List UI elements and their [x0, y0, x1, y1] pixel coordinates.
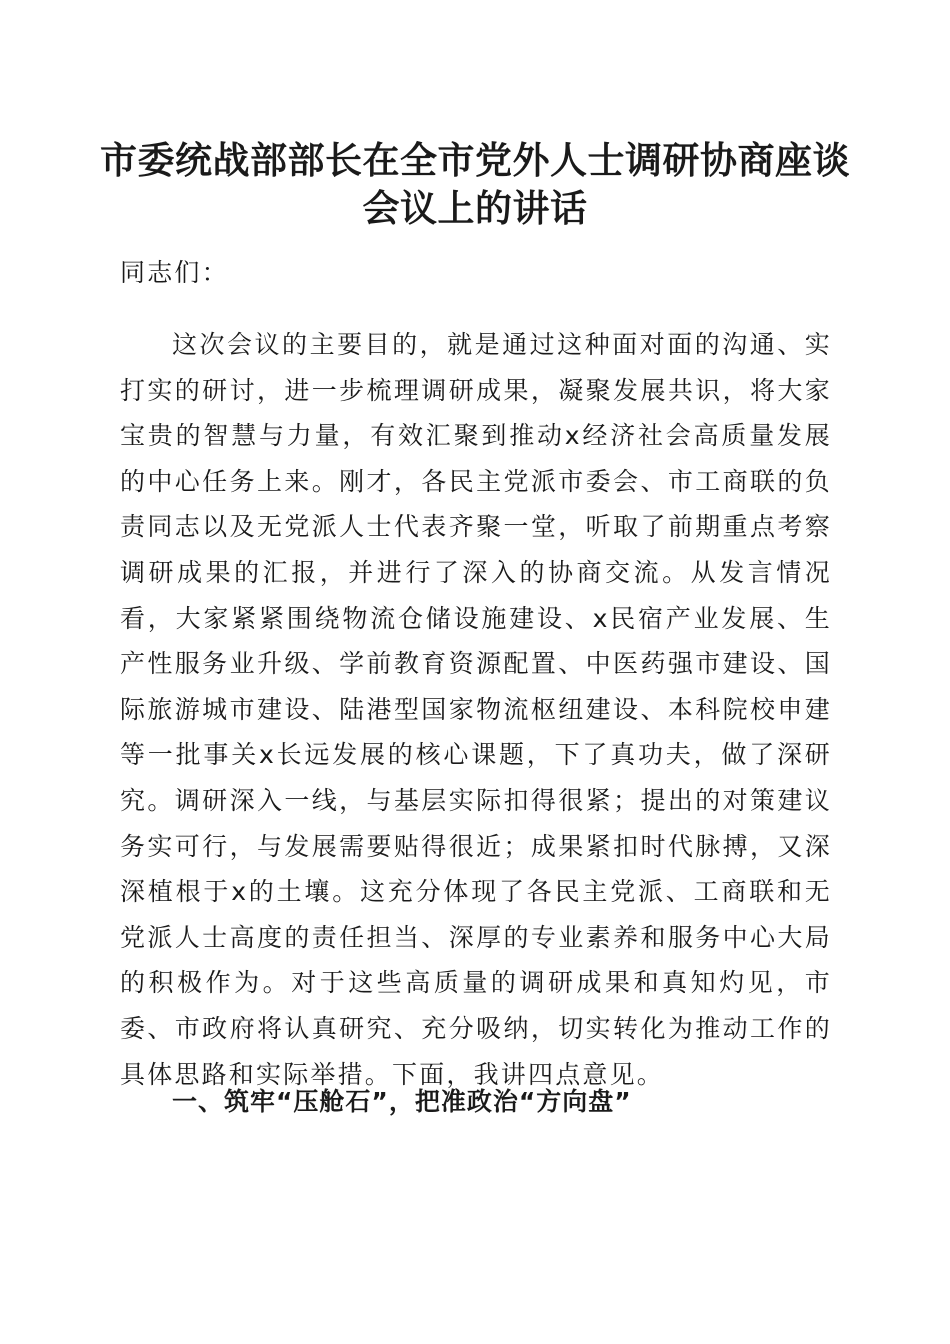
section-heading: 一、筑牢“压舱石”，把准政治“方向盘” — [172, 1087, 632, 1116]
greeting: 同志们： — [120, 258, 229, 287]
document-title-line-2: 会议上的讲话 — [362, 186, 588, 230]
body-paragraph: 这次会议的主要目的，就是通过这种面对面的沟通、实打实的研讨，进一步梳理调研成果，凝聚发展共识，将大家宝贵的智慧与力量，有效汇聚到推动x经济社会高质量发展的中心任务上来。刚才，各民主党派市委会、市工商联的负责同志以及无党派人士代表齐聚一堂，听取了前期重点考察调研成果的汇报，并进行了深入的协商交流。从发言情况看，大家紧紧围绕物流仓储设施建设、x民宿产业发展、生产性服务业升级、学前教育资源配置、中医药强市建设、国际旅游城市建设、陆港型国家物流枢纽建设、本科院校申建等一批事关x长远发展的核心课题，下了真功夫，做了深研究。调研深入一线，与基层实际扣得很紧；提出的对策建议务实可行，与发展需要贴得很近；成果紧扣时代脉搏，又深深植根于x的土壤。这充分体现了各民主党派、工商联和无党派人士高度的责任担当、深厚的专业素养和服务中心大局的积极作为。对于这些高质量的调研成果和真知灼见，市委、市政府将认真研究、充分吸纳，切实转化为推动工作的具体思路和实际举措。下面，我讲四点意见。 — [120, 330, 832, 1089]
document-title-line-1: 市委统战部部长在全市党外人士调研协商座谈 — [100, 138, 850, 182]
